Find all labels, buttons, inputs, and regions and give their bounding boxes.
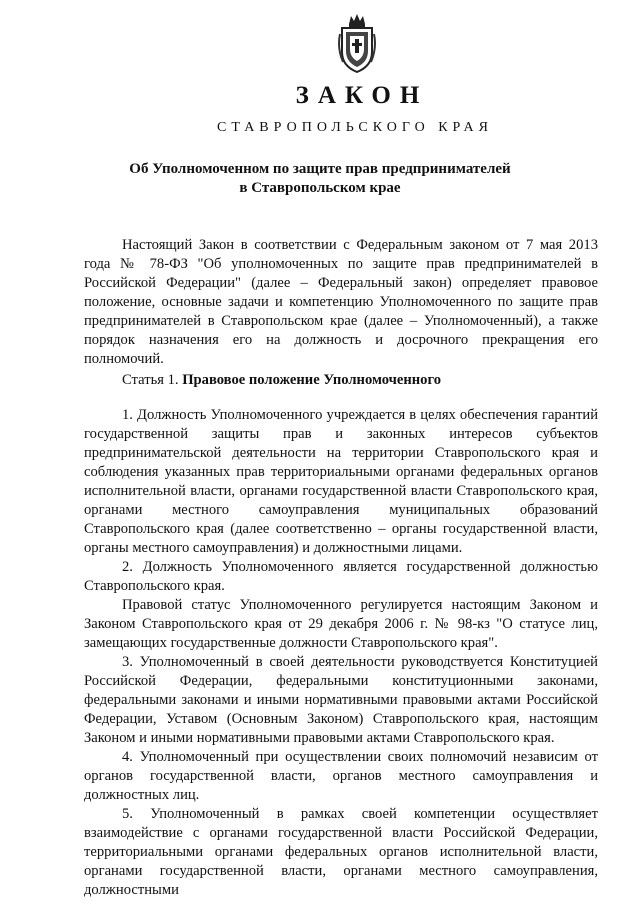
article-paragraph: Правовой статус Уполномоченного регулируется настоящим Законом и Законом Ставропольского края от 29 декабря 2006 г. № 98-кз "О статусе лиц, замещающих государственные должности Ставропольского края".	[84, 597, 598, 651]
law-title: ЗАКОН	[295, 82, 429, 109]
document-heading-line: Об Уполномоченном по защите прав предпринимателей	[129, 161, 511, 177]
document-heading-line: в Ставропольском крае	[239, 180, 401, 196]
article-heading	[122, 371, 441, 390]
article-label: Статья 1.	[122, 372, 179, 388]
intro-section	[84, 236, 598, 369]
article-paragraph: 2. Должность Уполномоченного является государственной должностью Ставропольского края.	[84, 559, 598, 594]
document-heading	[110, 160, 530, 198]
law-subtitle: СТАВРОПОЛЬСКОГО КРАЯ	[217, 120, 493, 135]
article-body	[84, 406, 598, 900]
article-paragraph: 5. Уполномоченный в рамках своей компетенции осуществляет взаимодействие с органами государственной власти Российской Федерации, территориальными органами федеральных органов исполнительной власти, органами государственной власти, органами местного самоуправления, должностными	[84, 806, 598, 898]
article-paragraph: 3. Уполномоченный в своей деятельности руководствуется Конституцией Российской Федерации, федеральными конституционными законами, федеральными законами и иными нормативными правовыми актами Российской Федерации, Уставом (Основным Законом) Ставропольского края, настоящим Законом и иными нормативными правовыми актами Ставропольского края.	[84, 654, 598, 746]
article-paragraph: 1. Должность Уполномоченного учреждается в целях обеспечения гарантий государственной защиты прав и законных интересов субъектов предпринимательской деятельности на территории Ставропольского края и соблюдения указанных прав территориальными органами федеральных органов исполнительной власти, органами государственной власти Ставропольского края, органами местного самоуправления муниципальных образований Ставропольского края (далее соответственно – органы государственной власти, органы местного самоуправления) и должностными лицами.	[84, 407, 598, 556]
intro-paragraph: Настоящий Закон в соответствии с Федеральным законом от 7 мая 2013 года № 78-ФЗ "Об уполномоченных по защите прав предпринимателей в Российской Федерации" (далее – Федеральный закон) определяет правовое положение, основные задачи и компетенцию Уполномоченного по защите прав предпринимателей в Ставропольском крае (далее – Уполномоченный), а также порядок назначения его на должность и досрочного прекращения его полномочий.	[84, 237, 598, 367]
coat-of-arms-icon	[337, 12, 377, 74]
article-title: Правовое положение Уполномоченного	[182, 372, 442, 388]
article-paragraph: 4. Уполномоченный при осуществлении своих полномочий независим от органов государственной власти, органов местного самоуправления и должностных лиц.	[84, 749, 598, 803]
